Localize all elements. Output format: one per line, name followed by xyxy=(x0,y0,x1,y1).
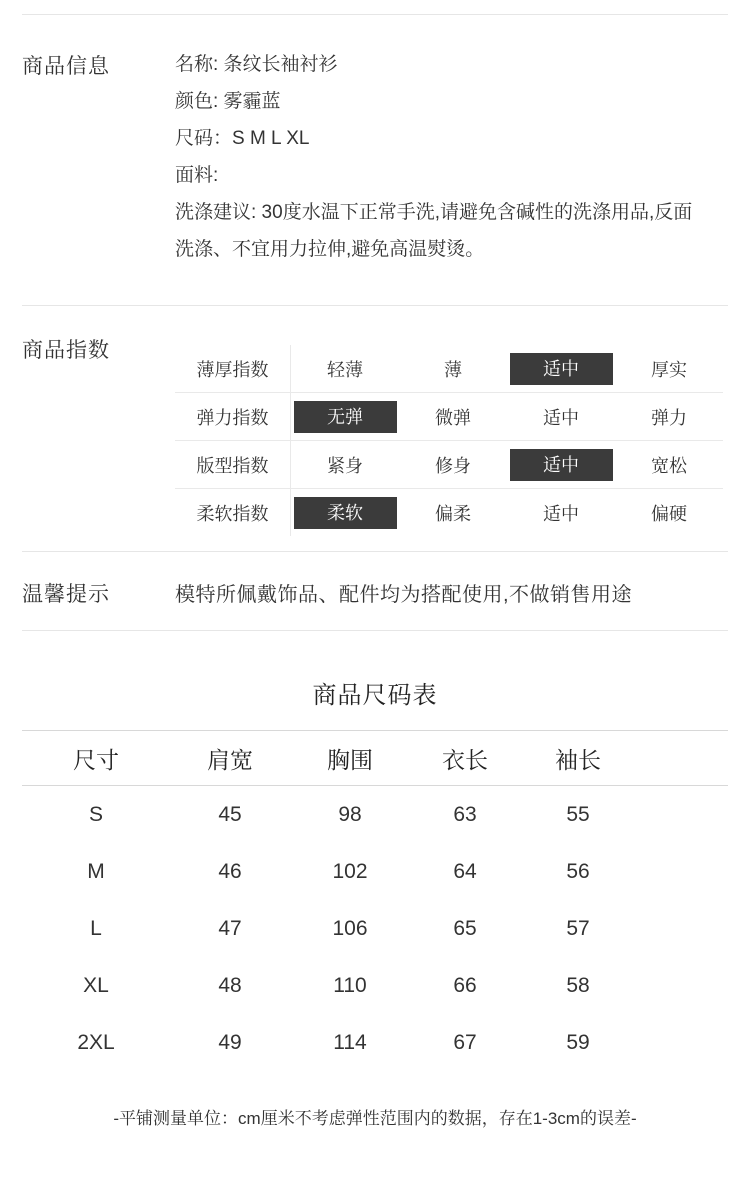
product-info-fabric: 面料: xyxy=(175,165,219,186)
size-cell xyxy=(636,1014,728,1071)
section-label-tip: 温馨提示 xyxy=(22,583,110,606)
section-label-product-info: 商品信息 xyxy=(22,55,110,78)
size-cell: 56 xyxy=(566,859,590,883)
size-cell xyxy=(636,843,728,900)
table-row xyxy=(175,393,723,441)
size-cell xyxy=(636,900,728,957)
size-cell: XL xyxy=(83,973,109,997)
size-chart-header-cell: 肩宽 xyxy=(170,731,290,786)
size-cell: 102 xyxy=(332,859,368,883)
size-chart-header-cell: 胸围 xyxy=(290,731,410,786)
size-cell: 48 xyxy=(218,973,242,997)
table-row xyxy=(22,843,728,900)
size-chart-header-cell: 衣长 xyxy=(410,731,520,786)
table-row xyxy=(22,900,728,957)
size-cell: 114 xyxy=(333,1030,367,1054)
size-cell: 59 xyxy=(566,1030,590,1054)
size-cell: S xyxy=(88,802,103,826)
size-cell: L xyxy=(90,916,102,940)
tip-text: 模特所佩戴饰品、配件均为搭配使用,不做销售用途 xyxy=(175,584,633,606)
index-option-label: 适中 xyxy=(510,449,613,481)
size-cell: 110 xyxy=(333,973,367,997)
size-cell: 47 xyxy=(218,916,242,940)
index-option[interactable]: 宽松 xyxy=(615,441,723,489)
index-option[interactable]: 微弹 xyxy=(399,393,507,441)
index-option[interactable]: 弹力 xyxy=(615,393,723,441)
index-option[interactable]: 偏硬 xyxy=(651,503,687,524)
size-cell: 63 xyxy=(453,802,477,826)
index-option-selected[interactable] xyxy=(291,393,400,441)
size-cell: 106 xyxy=(332,916,368,940)
index-option[interactable]: 紧身 xyxy=(291,441,400,489)
size-cell: 64 xyxy=(453,859,477,883)
size-cell: 98 xyxy=(338,802,362,826)
index-row-label: 版型指数 xyxy=(175,441,291,489)
index-option-label: 柔软 xyxy=(294,497,397,529)
size-chart-title: 商品尺码表 xyxy=(312,682,438,709)
size-chart-table xyxy=(22,730,728,1071)
table-row xyxy=(22,1014,728,1071)
index-option-label: 无弹 xyxy=(294,401,397,433)
table-row xyxy=(175,345,723,393)
table-row xyxy=(175,489,723,537)
index-row-label: 柔软指数 xyxy=(175,489,291,537)
index-option-label: 适中 xyxy=(510,353,613,385)
size-chart-header-row xyxy=(22,731,728,786)
product-info-name: 名称: 条纹长袖衬衫 xyxy=(175,54,338,75)
size-cell: 2XL xyxy=(77,1030,115,1054)
size-cell xyxy=(636,786,728,844)
index-option-selected[interactable] xyxy=(507,345,615,393)
size-cell: 49 xyxy=(218,1030,242,1054)
index-option[interactable]: 偏柔 xyxy=(435,503,471,524)
product-info-sizes: 尺码：S M L XL xyxy=(175,128,310,149)
section-label-index: 商品指数 xyxy=(22,339,110,362)
index-option[interactable]: 轻薄 xyxy=(291,345,400,393)
index-option[interactable]: 适中 xyxy=(507,393,615,441)
divider-after-index xyxy=(22,551,728,552)
size-cell: 45 xyxy=(218,802,242,826)
product-info-wash: 洗涤建议: 30度水温下正常手洗,请避免含碱性的洗涤用品,反面洗涤、不宜用力拉伸,避免高温熨烫。 xyxy=(175,202,693,260)
size-cell: 46 xyxy=(218,859,242,883)
size-cell: 66 xyxy=(453,973,477,997)
size-chart-header-cell xyxy=(636,731,728,786)
index-option-selected[interactable] xyxy=(507,441,615,489)
table-row xyxy=(175,441,723,489)
size-cell: 67 xyxy=(453,1030,477,1054)
product-info-color: 颜色: 雾霾蓝 xyxy=(175,91,281,112)
table-row xyxy=(22,786,728,844)
index-option[interactable]: 薄 xyxy=(399,345,507,393)
size-cell: 65 xyxy=(453,916,477,940)
size-cell: 58 xyxy=(566,973,590,997)
size-cell: 55 xyxy=(566,802,590,826)
index-option[interactable]: 适中 xyxy=(543,503,579,524)
size-cell: M xyxy=(87,859,105,883)
size-chart-header-cell: 袖长 xyxy=(520,731,636,786)
index-option-selected[interactable] xyxy=(291,489,400,537)
index-row-label: 弹力指数 xyxy=(175,393,291,441)
divider-after-info xyxy=(22,305,728,306)
size-cell xyxy=(636,957,728,1014)
index-option[interactable]: 修身 xyxy=(399,441,507,489)
divider-after-tip xyxy=(22,630,728,631)
size-cell: 57 xyxy=(566,916,590,940)
index-row-label: 薄厚指数 xyxy=(175,345,291,393)
index-option[interactable]: 厚实 xyxy=(615,345,723,393)
size-chart-header-cell: 尺寸 xyxy=(22,731,170,786)
product-info-block xyxy=(175,46,715,268)
product-index-table xyxy=(175,345,723,536)
top-divider xyxy=(22,14,728,15)
size-chart-note: -平铺测量单位：cm厘米不考虑弹性范围内的数据，存在1-3cm的误差- xyxy=(113,1109,637,1128)
table-row xyxy=(22,957,728,1014)
